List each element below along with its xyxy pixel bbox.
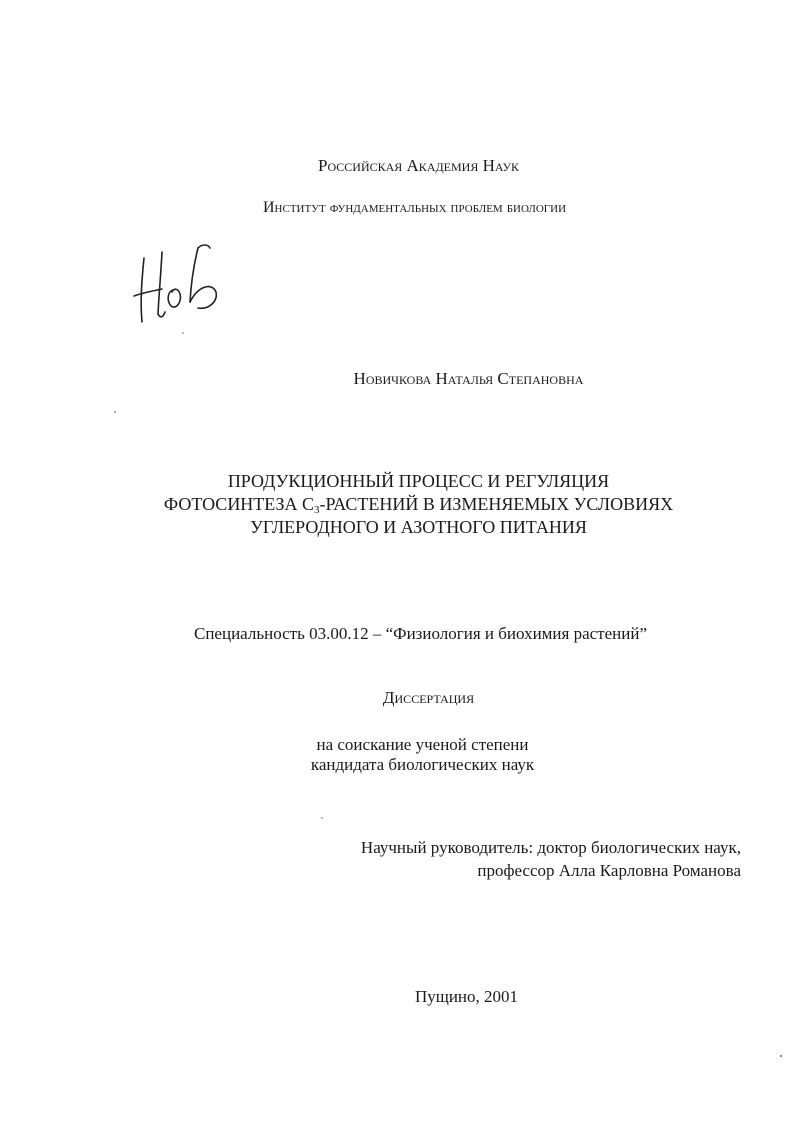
dissertation-title (0, 470, 793, 539)
handwritten-signature (128, 238, 228, 328)
supervisor-block (361, 836, 741, 882)
author-name: Новичкова Наталья Степановна (353, 369, 584, 388)
specialty: Специальность 03.00.12 – “Физиология и биохимия растений” (194, 624, 647, 643)
institute-name: Институт фундаментальных проблем биологии (262, 199, 567, 216)
supervisor-line-1: Научный руководитель: доктор биологических наук, (360, 838, 741, 857)
title-line-3: УГЛЕРОДНОГО И АЗОТНОГО ПИТАНИЯ (250, 517, 587, 537)
city-year: Пущино, 2001 (414, 987, 519, 1006)
supervisor-line-2: профессор Алла Карловна Романова (477, 861, 741, 880)
document-type: Диссертация (382, 688, 475, 707)
degree-line-1: на соискание ученой степени (316, 735, 529, 754)
academy-name: Российская Академия Наук (318, 156, 519, 175)
degree-line-2: кандидата биологических наук (310, 755, 535, 774)
title-line-2: ФОТОСИНТЕЗА $С_3$-РАСТЕНИЙ В ИЗМЕНЯЕМЫХ УСЛОВИЯХ (163, 494, 674, 516)
title-line-1: ПРОДУКЦИОННЫЙ ПРОЦЕСС И РЕГУЛЯЦИЯ (227, 471, 610, 491)
